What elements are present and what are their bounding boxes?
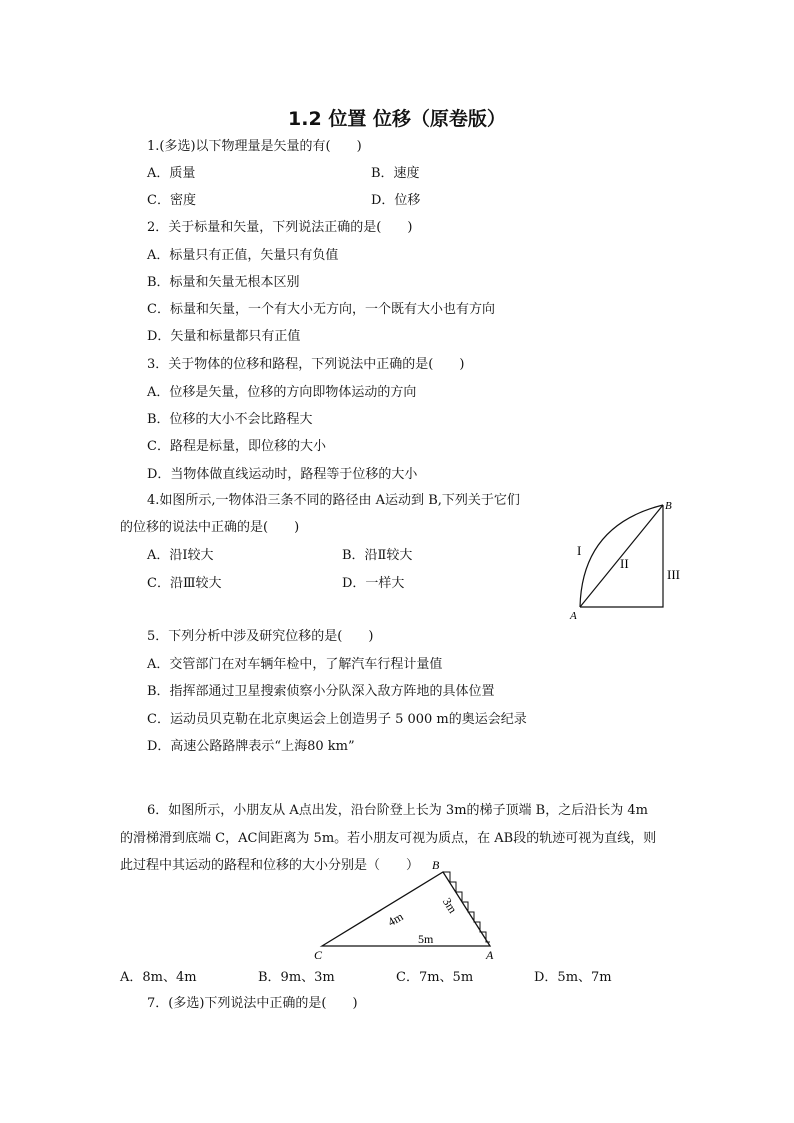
q6-option-d: D．5m、7m xyxy=(534,970,612,985)
q7-stem: 7．(多选)下列说法中正确的是( ) xyxy=(147,996,358,1011)
q1-option-b: B．速度 xyxy=(371,166,420,181)
q4-path-figure xyxy=(560,495,700,625)
path-three-label: III xyxy=(667,567,680,582)
q4-stem-line1: 4.如图所示,一物体沿三条不同的路径由 A运动到 B,下列关于它们 xyxy=(147,493,520,508)
q5-option-c: C．运动员贝克勒在北京奥运会上创造男子 5 000 m的奥运会纪录 xyxy=(147,712,527,727)
q2-option-a: A．标量只有正值，矢量只有负值 xyxy=(147,248,339,263)
length-cb-label: 4m xyxy=(385,909,406,930)
q6-slide-figure xyxy=(310,858,510,968)
q6-stem-line3: 此过程中其运动的路程和位移的大小分别是（ ） xyxy=(120,858,420,873)
point-a-label: A xyxy=(570,610,577,622)
q1-option-c: C．密度 xyxy=(147,193,196,208)
q6-stem-line1: 6．如图所示，小朋友从 A点出发，沿台阶登上长为 3m的梯子顶端 B，之后沿长为 4m xyxy=(147,803,648,818)
point-b-label: B xyxy=(432,858,440,872)
point-b-label: B xyxy=(665,500,672,512)
q4-stem-line2: 的位移的说法中正确的是( ) xyxy=(120,520,300,535)
q6-option-b: B．9m、3m xyxy=(258,970,335,985)
point-a-label: A xyxy=(486,948,494,962)
q1-stem: 1.(多选)以下物理量是矢量的有( ) xyxy=(147,139,362,154)
q1-option-d: D．位移 xyxy=(371,193,421,208)
length-ba-label: 3m xyxy=(439,895,460,916)
q1-option-a: A．质量 xyxy=(147,166,196,181)
q6-option-a: A．8m、4m xyxy=(120,970,197,985)
q6-option-c: C．7m、5m xyxy=(396,970,474,985)
q3-stem: 3．关于物体的位移和路程，下列说法中正确的是( ) xyxy=(147,357,465,372)
q4-option-b: B．沿Ⅱ较大 xyxy=(342,548,413,563)
q5-option-d: D．高速公路路牌表示“上海80 km” xyxy=(147,739,355,754)
q5-option-a: A．交管部门在对车辆年检中，了解汽车行程计量值 xyxy=(147,657,443,672)
q3-option-d: D．当物体做直线运动时，路程等于位移的大小 xyxy=(147,467,418,482)
q3-option-a: A．位移是矢量，位移的方向即物体运动的方向 xyxy=(147,385,417,400)
q3-option-b: B．位移的大小不会比路程大 xyxy=(147,412,313,427)
point-c-label: C xyxy=(314,948,323,962)
path-one-label: I xyxy=(577,543,582,558)
q5-option-b: B．指挥部通过卫星搜索侦察小分队深入敌方阵地的具体位置 xyxy=(147,684,495,699)
q2-option-b: B．标量和矢量无根本区别 xyxy=(147,275,300,290)
q4-option-d: D．一样大 xyxy=(342,576,405,591)
q6-stem-line2: 的滑梯滑到底端 C，AC间距离为 5m。若小朋友可视为质点，在 AB段的轨迹可视为直线，则 xyxy=(120,831,657,846)
page-title: 1.2 位置 位移（原卷版） xyxy=(288,108,506,130)
path-two-label: II xyxy=(620,556,629,571)
length-ca-label: 5m xyxy=(418,932,434,946)
q5-stem: 5．下列分析中涉及研究位移的是( ) xyxy=(147,629,374,644)
q2-option-d: D．矢量和标量都只有正值 xyxy=(147,329,301,344)
q2-option-c: C．标量和矢量，一个有大小无方向，一个既有大小也有方向 xyxy=(147,302,495,317)
q2-stem: 2．关于标量和矢量，下列说法正确的是( ) xyxy=(147,220,413,235)
q3-option-c: C．路程是标量，即位移的大小 xyxy=(147,439,326,454)
triangle-cba xyxy=(322,872,490,946)
q4-option-c: C．沿Ⅲ较大 xyxy=(147,576,222,591)
q4-option-a: A．沿Ⅰ较大 xyxy=(147,548,214,563)
